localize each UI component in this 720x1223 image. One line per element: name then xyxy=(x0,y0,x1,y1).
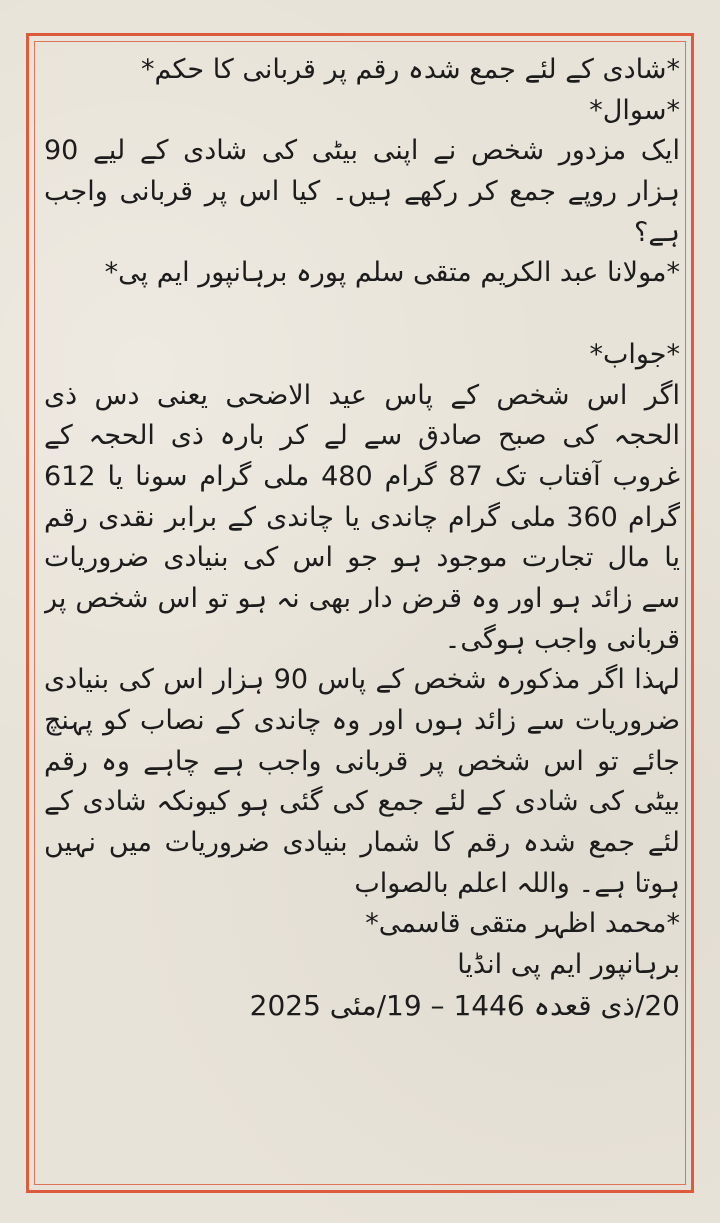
question-line: ہے؟ xyxy=(634,216,680,248)
answer-heading: *جواب* xyxy=(589,338,680,370)
question-line: ایک مزدور شخص نے اپنی بیٹی کی شادی کے لیے 90 xyxy=(44,135,680,167)
answer-line: اگر اس شخص کے پاس عید الاضحی یعنی دس ذی xyxy=(44,379,680,411)
answer-line: گرام 360 ملی گرام چاندی یا چاندی کے برابر نقدی رقم xyxy=(44,501,680,533)
answer-line: سے زائد ہو اور وہ قرض دار بھی نہ ہو تو اس شخص پر xyxy=(44,582,680,614)
answer-line: ضروریات سے زائد ہوں اور وہ چاندی کے نصاب کو پہنچ xyxy=(44,705,680,736)
author-location: برہانپور ایم پی انڈیا xyxy=(457,949,680,981)
answer-line: قربانی واجب ہوگی۔ xyxy=(444,623,680,655)
title-line: *شادی کے لئے جمع شدہ رقم پر قربانی کا حکم* xyxy=(141,54,680,85)
author-name: *محمد اظہر متقی قاسمی* xyxy=(365,908,680,940)
answer-line: الحجہ کی صبح صادق سے لے کر بارہ ذی الحجہ کے xyxy=(44,420,680,452)
date-line: 20/ذی قعدہ 1446 – 19/مئی 2025 xyxy=(249,988,680,1022)
question-line: ہزار روپے جمع کر رکھے ہیں۔ کیا اس پر قربانی واجب xyxy=(44,176,680,208)
answer-line: یا مال تجارت موجود ہو جو اس کی بنیادی ضروریات xyxy=(44,542,680,574)
questioner-line: *مولانا عبد الکریم متقی سلم پورہ برہانپور ایم پی* xyxy=(104,257,680,289)
fatwa-text xyxy=(44,50,680,1027)
answer-line: بیٹی کی شادی کے لئے جمع کی گئی ہو کیونکہ شادی کے xyxy=(44,786,680,818)
blank-line xyxy=(44,294,680,335)
answer-line: لئے جمع شدہ رقم کا شمار بنیادی ضروریات میں نہیں xyxy=(44,827,680,859)
answer-line: جائے تو اس شخص پر قربانی واجب ہے چاہے وہ رقم xyxy=(44,745,680,777)
answer-line: غروب آفتاب تک 87 گرام 480 ملی گرام سونا یا 612 xyxy=(44,460,680,492)
answer-line: لہذا اگر مذکورہ شخص کے پاس 90 ہزار اس کی بنیادی xyxy=(44,664,680,696)
answer-closing-line: ہوتا ہے۔ واللہ اعلم بالصواب xyxy=(354,867,680,899)
question-heading: *سوال* xyxy=(589,94,680,126)
